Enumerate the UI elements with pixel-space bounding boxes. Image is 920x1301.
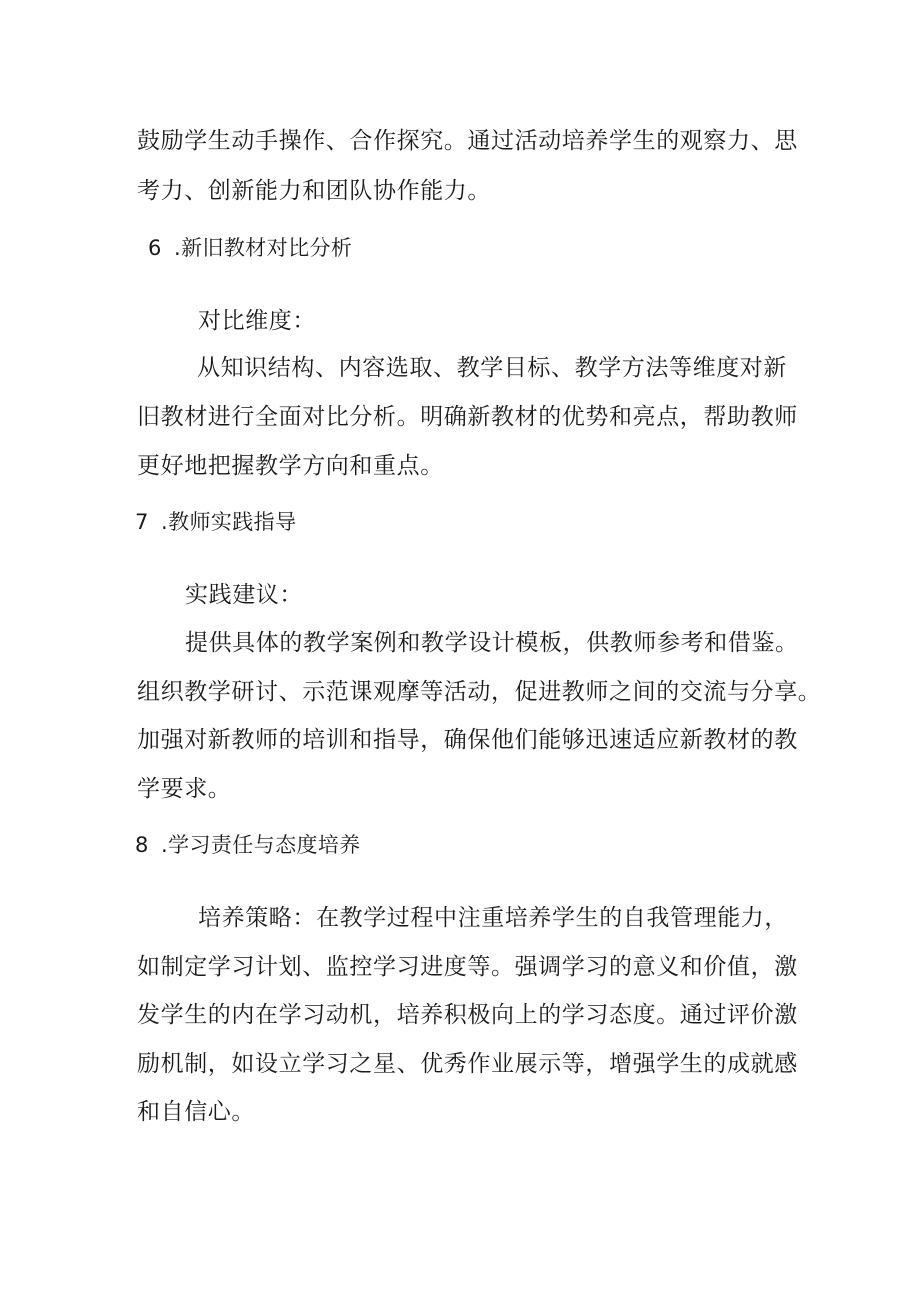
paragraph-line: 鼓励学生动手操作、合作探究。通过活动培养学生的观察力、思 <box>137 128 798 154</box>
section-heading-7 <box>135 507 296 537</box>
paragraph-line: 培养策略：在教学过程中注重培养学生的自我管理能力， <box>198 905 788 931</box>
section-number: 7 <box>135 510 149 534</box>
paragraph-line: 加强对新教师的培训和指导，确保他们能够迅速适应新教材的教 <box>137 727 798 753</box>
section-number: 8 <box>135 833 149 857</box>
paragraph-line: 更好地把握教学方向和重点。 <box>137 453 444 479</box>
section-number: 6 <box>148 236 162 260</box>
paragraph-line: 和自信心。 <box>137 1099 255 1125</box>
paragraph-line: 励机制，如设立学习之星、优秀作业展示等，增强学生的成就感 <box>137 1051 798 1077</box>
paragraph-line: 组织教学研讨、示范课观摩等活动，促进教师之间的交流与分享。 <box>137 679 822 705</box>
subheading: 对比维度： <box>198 308 316 334</box>
subheading: 实践建议： <box>185 582 303 608</box>
paragraph-line: 旧教材进行全面对比分析。明确新教材的优势和亮点，帮助教师 <box>137 404 798 430</box>
paragraph-line: 提供具体的教学案例和教学设计模板，供教师参考和借鉴。 <box>185 630 799 656</box>
paragraph-line: 发学生的内在学习动机，培养积极向上的学习态度。通过评价激 <box>137 1002 798 1028</box>
paragraph-line: 考力、创新能力和团队协作能力。 <box>137 178 491 204</box>
section-title: .教师实践指导 <box>161 510 297 534</box>
paragraph-line: 学要求。 <box>137 776 232 802</box>
section-title: .新旧教材对比分析 <box>174 236 353 260</box>
paragraph-line: 如制定学习计划、监控学习进度等。强调学习的意义和价值，激 <box>137 954 798 980</box>
section-heading-8 <box>135 830 361 860</box>
section-title: .学习责任与态度培养 <box>161 833 361 857</box>
section-heading-6 <box>148 233 352 263</box>
paragraph-line: 从知识结构、内容选取、教学目标、教学方法等维度对新 <box>197 355 787 381</box>
